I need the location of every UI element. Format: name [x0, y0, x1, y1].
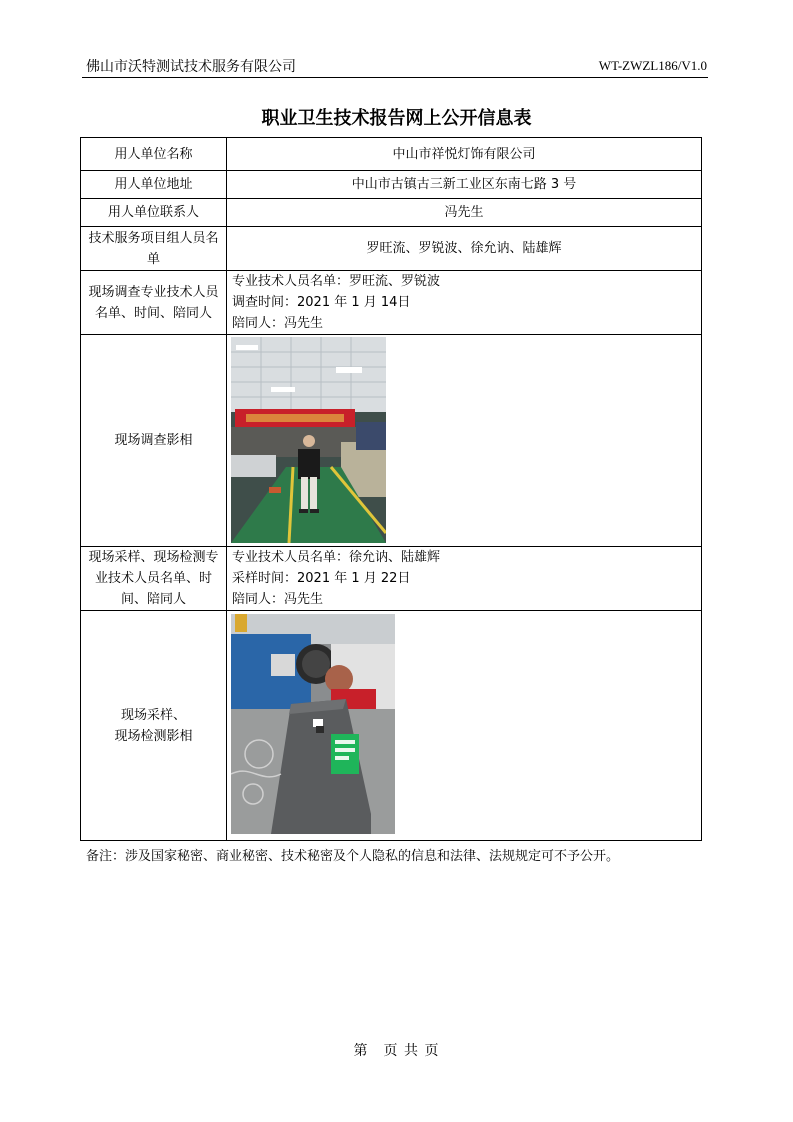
page-title: 职业卫生技术报告网上公开信息表: [261, 108, 532, 129]
header-company: 佛山市沃特测试技术服务有限公司: [86, 59, 296, 75]
sampling-photo-label: [81, 611, 227, 841]
survey-date: 调查时间：2021 年 1 月 14日: [232, 295, 411, 310]
employer-contact-label: 用人单位联系人: [81, 199, 227, 227]
survey-info-value: [227, 271, 702, 335]
info-table: [80, 137, 702, 841]
employer-name-value: 中山市祥悦灯饰有限公司: [227, 138, 702, 171]
sampling-photo-label-line2: 现场检测影相: [114, 728, 193, 744]
sampling-photo-label-line1: 现场采样、: [120, 707, 186, 723]
employer-contact-value: 冯先生: [227, 199, 702, 227]
table-row: [81, 227, 702, 271]
table-row: [81, 138, 702, 171]
sampling-info-label: 现场采样、现场检测专业技术人员名单、时间、陪同人: [81, 547, 227, 611]
project-team-label: 技术服务项目组人员名单: [81, 227, 227, 271]
employer-name-label: 用人单位名称: [81, 138, 227, 171]
sampling-photo: [231, 614, 395, 834]
table-row: [81, 547, 702, 611]
survey-photo-label: 现场调查影相: [81, 335, 227, 547]
survey-staff: 专业技术人员名单：罗旺流、罗锐波: [232, 274, 441, 289]
table-row: [81, 335, 702, 547]
table-row: [81, 171, 702, 199]
table-row: [81, 611, 702, 841]
survey-photo-cell: [227, 335, 702, 547]
sampling-date: 采样时间：2021 年 1 月 22日: [232, 571, 411, 586]
sampling-info-value: [227, 547, 702, 611]
survey-companion: 陪同人：冯先生: [232, 316, 324, 331]
header-rule: [82, 77, 708, 78]
employer-address-label: 用人单位地址: [81, 171, 227, 199]
project-team-value: 罗旺流、罗锐波、徐允讷、陆雄辉: [227, 227, 702, 271]
survey-photo: [231, 337, 386, 543]
header-doc-code: WT-ZWZL186/V1.0: [598, 58, 707, 73]
sampling-companion: 陪同人：冯先生: [232, 592, 324, 607]
table-row: [81, 199, 702, 227]
sampling-photo-cell: [227, 611, 702, 841]
sampling-staff: 专业技术人员名单：徐允讷、陆雄辉: [232, 550, 441, 565]
table-row: [81, 271, 702, 335]
page-footer: 第 页 共 页: [353, 1043, 440, 1059]
survey-info-label: 现场调查专业技术人员名单、时间、陪同人: [81, 271, 227, 335]
note: 备注：涉及国家秘密、商业秘密、技术秘密及个人隐私的信息和法律、法规规定可不予公开。: [86, 849, 620, 864]
employer-address-value: 中山市古镇古三新工业区东南七路 3 号: [227, 171, 702, 199]
